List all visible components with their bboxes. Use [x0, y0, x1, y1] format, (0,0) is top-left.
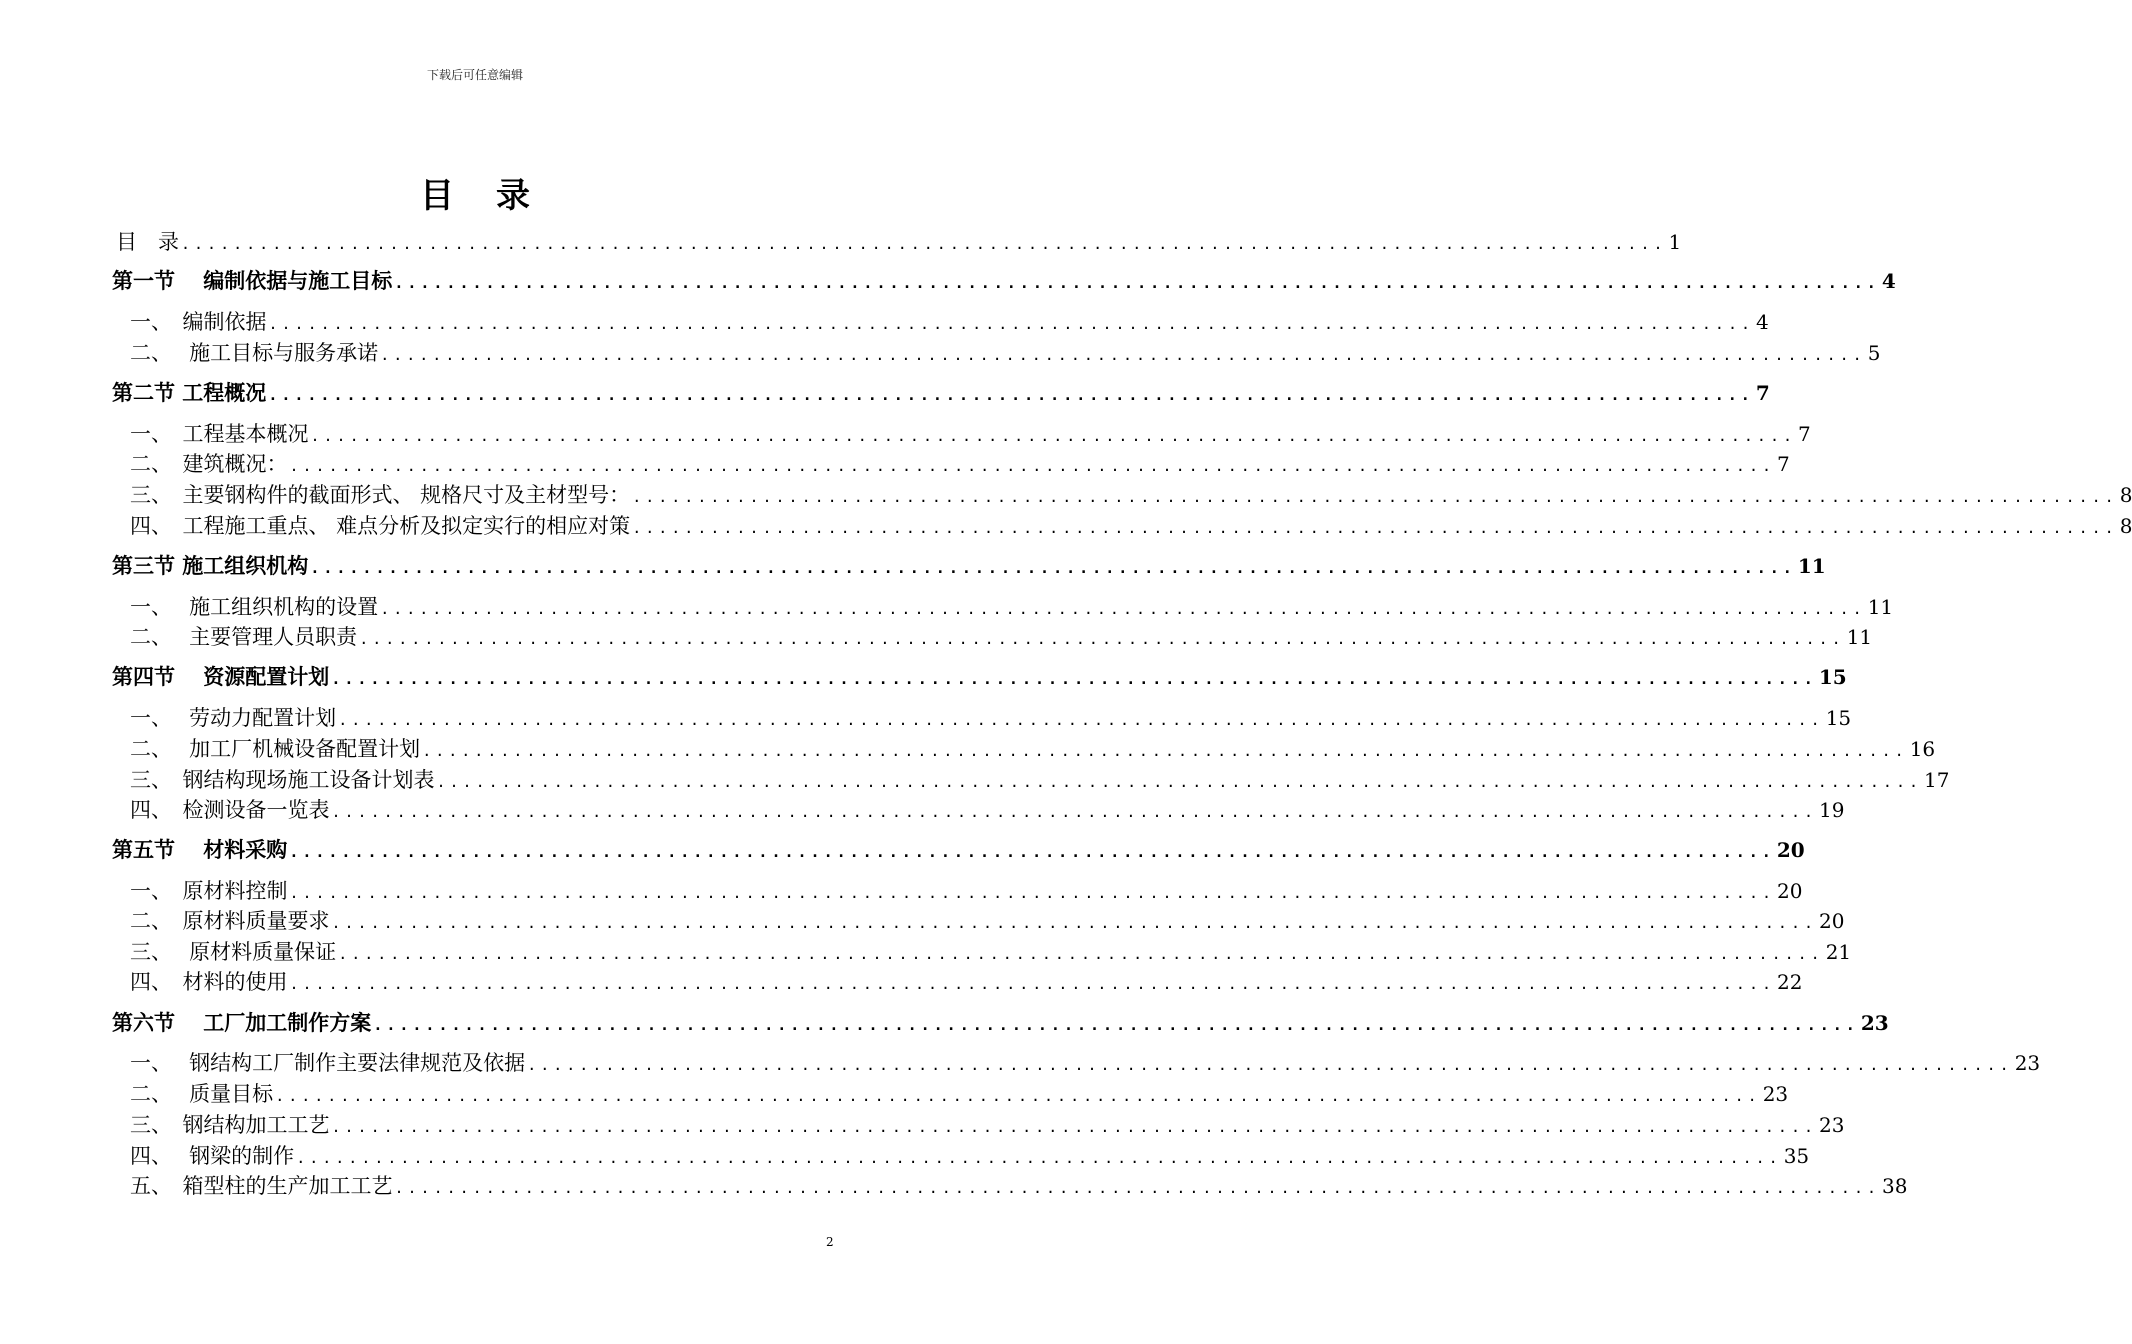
toc-entry[interactable]	[130, 796, 1845, 824]
toc-dot-leader: ..................................................................................................................	[331, 670, 1817, 688]
toc-section-entry[interactable]	[112, 836, 1805, 864]
toc-dot-leader: ..................................................................................................................	[268, 386, 1754, 404]
toc-entry[interactable]	[130, 877, 1803, 905]
toc-entry[interactable]	[130, 1049, 2041, 1077]
toc-entry[interactable]	[130, 968, 1803, 996]
toc-dot-leader: ..................................................................................................................	[181, 235, 1667, 253]
toc-dot-leader: ..................................................................................................................	[632, 519, 2118, 537]
toc-entry-page: 7	[1777, 452, 1790, 476]
toc-entry-page: 15	[1825, 706, 1852, 730]
toc-entry[interactable]	[130, 512, 2132, 540]
toc-entry[interactable]	[130, 1080, 1789, 1108]
toc-entry-page: 23	[1819, 1113, 1845, 1137]
toc-section-entry[interactable]	[112, 267, 1896, 295]
toc-dot-leader: ..................................................................................................................	[268, 315, 1755, 333]
toc-dot-leader: ..................................................................................................................	[289, 457, 1776, 475]
toc-entry-title: 二、 质量目标	[130, 1082, 274, 1106]
toc-entry[interactable]	[130, 593, 1894, 621]
toc-entry-page: 1	[1668, 230, 1682, 254]
toc-entry-page: 23	[1860, 1011, 1889, 1035]
toc-entry-title: 第四节 资源配置计划	[112, 665, 330, 689]
toc-entry-title: 二、 建筑概况：	[130, 452, 288, 476]
toc-entry-title: 一、 编制依据	[130, 310, 267, 334]
toc-entry-title: 一、 施工组织机构的设置	[130, 595, 379, 619]
toc-entry-page: 21	[1825, 940, 1852, 964]
toc-entry[interactable]	[130, 1172, 1908, 1200]
toc-entry-page: 23	[1762, 1082, 1789, 1106]
toc-entry-page: 20	[1777, 879, 1803, 903]
toc-entry-title: 四、 钢梁的制作	[130, 1144, 295, 1168]
toc-entry-page: 4	[1756, 310, 1769, 334]
toc-dot-leader: ..................................................................................................................	[289, 884, 1776, 902]
toc-entry-title: 三、 原材料质量保证	[130, 940, 337, 964]
toc-dot-leader: ..................................................................................................................	[331, 803, 1818, 821]
toc-entry-page: 38	[1882, 1174, 1908, 1198]
toc-dot-leader: ..................................................................................................................	[394, 274, 1880, 292]
toc-dot-leader: ..................................................................................................................	[527, 1056, 2013, 1074]
toc-entry[interactable]	[130, 938, 1852, 966]
toc-entry-title: 四、 检测设备一览表	[130, 798, 330, 822]
toc-entry-title: 二、 加工厂机械设备配置计划	[130, 737, 421, 761]
toc-dot-leader: ..................................................................................................................	[380, 346, 1866, 364]
toc-entry[interactable]	[130, 623, 1873, 651]
toc-entry-title: 目 录	[116, 230, 179, 254]
toc-entry-page: 4	[1881, 269, 1896, 293]
toc-entry[interactable]	[130, 420, 1811, 448]
toc-dot-leader: ..................................................................................................................	[422, 742, 1908, 760]
page-number: 2	[826, 1235, 834, 1249]
toc-dot-leader: ..................................................................................................................	[310, 427, 1797, 445]
toc-entry-title: 第一节 编制依据与施工目标	[112, 269, 393, 293]
toc-entry-page: 20	[1776, 838, 1805, 862]
toc-dot-leader: ..................................................................................................................	[394, 1179, 1881, 1197]
toc-entry-page: 5	[1867, 341, 1881, 365]
toc-entry-title: 第六节 工厂加工制作方案	[112, 1011, 372, 1035]
toc-dot-leader: ..................................................................................................................	[338, 711, 1824, 729]
toc-section-entry[interactable]	[112, 1009, 1889, 1037]
toc-entry[interactable]	[130, 308, 1769, 336]
toc-entry-title: 四、 材料的使用	[130, 970, 288, 994]
toc-entry-page: 20	[1819, 909, 1845, 933]
toc-section-entry[interactable]	[112, 552, 1826, 580]
toc-entry-page: 7	[1755, 381, 1770, 405]
toc-dot-leader: ..................................................................................................................	[331, 914, 1818, 932]
toc-entry-title: 一、 劳动力配置计划	[130, 706, 337, 730]
toc-dot-leader: ..................................................................................................................	[275, 1087, 1761, 1105]
toc-entry-page: 23	[2014, 1051, 2041, 1075]
toc-entry-title: 三、 钢结构加工工艺	[130, 1113, 330, 1137]
toc-dot-leader: ..................................................................................................................	[310, 559, 1796, 577]
toc-entry-title: 一、 钢结构工厂制作主要法律规范及依据	[130, 1051, 526, 1075]
toc-dot-leader: ..................................................................................................................	[436, 773, 1923, 791]
toc-entry-page: 17	[1924, 768, 1950, 792]
toc-dot-leader: ..................................................................................................................	[331, 1118, 1818, 1136]
toc-dot-leader: ..................................................................................................................	[289, 975, 1776, 993]
toc-entry[interactable]	[130, 481, 2132, 509]
toc-entry-page: 11	[1797, 554, 1826, 578]
toc-section-entry[interactable]	[112, 379, 1770, 407]
toc-entry-page: 8	[2119, 514, 2132, 538]
toc-entry[interactable]	[130, 735, 1936, 763]
toc-entry[interactable]	[130, 766, 1950, 794]
toc-entry[interactable]	[130, 1142, 1810, 1170]
toc-entry-title: 二、 主要管理人员职责	[130, 625, 358, 649]
toc-entry-title: 一、 原材料控制	[130, 879, 288, 903]
toc-entry-page: 19	[1819, 798, 1845, 822]
toc-entry-page: 8	[2119, 483, 2132, 507]
toc-dot-leader: ..................................................................................................................	[289, 843, 1775, 861]
header-note: 下载后可任意编辑	[426, 68, 523, 82]
toc-dot-leader: ..................................................................................................................	[380, 600, 1866, 618]
toc-dot-leader: ..................................................................................................................	[296, 1149, 1782, 1167]
toc-entry[interactable]	[130, 1111, 1845, 1139]
toc-dot-leader: ..................................................................................................................	[373, 1016, 1859, 1034]
toc-entry-title: 五、 箱型柱的生产加工工艺	[130, 1174, 393, 1198]
toc-entry[interactable]	[116, 228, 1682, 256]
toc-entry-title: 二、 施工目标与服务承诺	[130, 341, 379, 365]
toc-entry-page: 22	[1777, 970, 1803, 994]
toc-entry[interactable]	[130, 450, 1790, 478]
toc-entry[interactable]	[130, 339, 1881, 367]
toc-entry-title: 第五节 材料采购	[112, 838, 288, 862]
toc-section-entry[interactable]	[112, 663, 1847, 691]
toc-entry[interactable]	[130, 704, 1852, 732]
toc-entry-page: 11	[1867, 595, 1894, 619]
toc-entry-page: 7	[1798, 422, 1811, 446]
page-title: 目录	[420, 176, 572, 216]
toc-entry-page: 11	[1846, 625, 1873, 649]
toc-entry-title: 四、 工程施工重点、 难点分析及拟定实行的相应对策	[130, 514, 631, 538]
toc-dot-leader: ..................................................................................................................	[338, 945, 1824, 963]
toc-entry-title: 第三节 施工组织机构	[112, 554, 309, 578]
toc-dot-leader: ..................................................................................................................	[632, 488, 2118, 506]
toc-entry-title: 二、 原材料质量要求	[130, 909, 330, 933]
toc-entry-title: 第二节 工程概况	[112, 381, 267, 405]
toc-entry-title: 三、 主要钢构件的截面形式、 规格尺寸及主材型号：	[130, 483, 631, 507]
toc-entry-title: 三、 钢结构现场施工设备计划表	[130, 768, 435, 792]
toc-entry[interactable]	[130, 907, 1845, 935]
toc-entry-page: 35	[1783, 1144, 1810, 1168]
toc-entry-page: 15	[1818, 665, 1847, 689]
toc-entry-page: 16	[1909, 737, 1936, 761]
toc-entry-title: 一、 工程基本概况	[130, 422, 309, 446]
toc-dot-leader: ..................................................................................................................	[359, 630, 1845, 648]
